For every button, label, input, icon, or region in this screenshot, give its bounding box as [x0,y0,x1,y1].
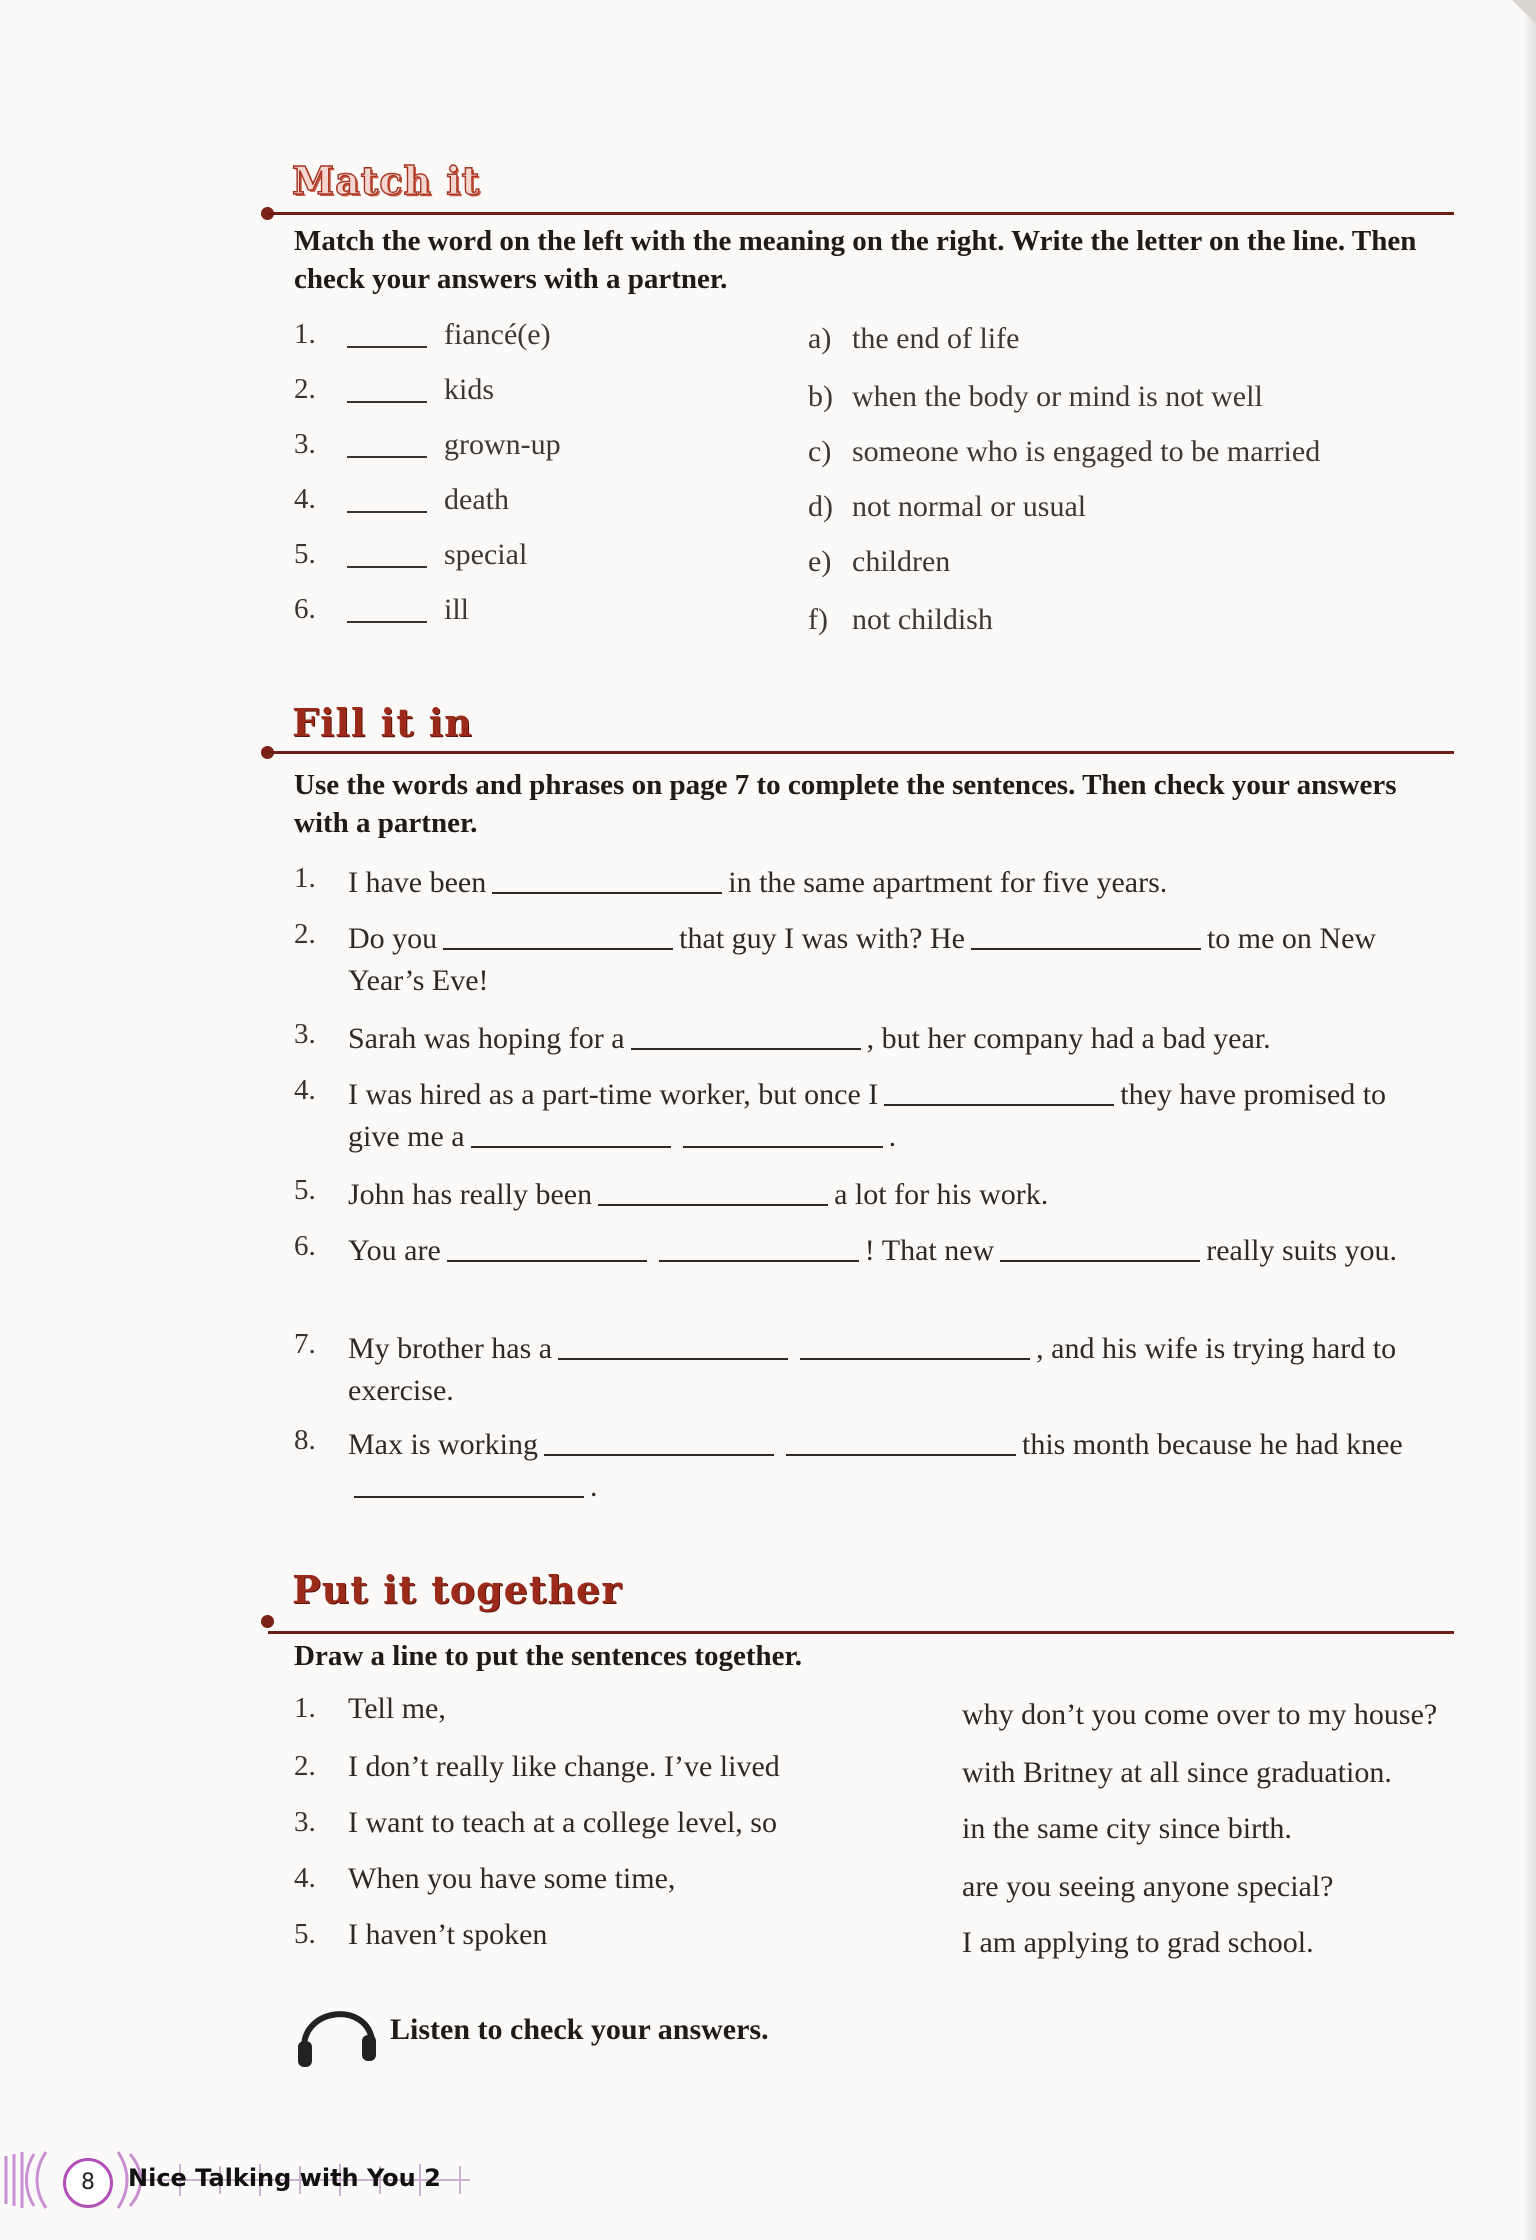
section-title-fill: Fill it in [292,700,473,745]
sentence-part: John has really been [348,1178,593,1211]
item-number: 1. [294,1692,316,1724]
sentence-start[interactable]: When you have some time, [348,1862,676,1895]
sentence-part: ! That new [864,1234,995,1267]
match-word: special [444,538,528,571]
meaning-letter: c) [808,435,832,468]
instructions-fill: Use the words and phrases on page 7 to complete the sentences. Then check your answers with a partner. [294,769,1397,839]
sentence-part: My brother has a [348,1332,553,1365]
section-rule [268,1631,1454,1634]
sentence-start[interactable]: I don’t really like change. I’ve lived [348,1750,780,1783]
answer-blank[interactable] [598,1204,828,1206]
meaning-letter: d) [808,490,833,523]
sentence-part: Sarah was hoping for a [348,1022,625,1055]
item-number: 3. [294,1018,316,1050]
item-number: 1. [294,318,316,350]
answer-blank[interactable] [447,1260,647,1262]
meaning-text: children [852,545,951,578]
answer-blank[interactable] [884,1104,1114,1106]
match-word: grown-up [444,428,561,461]
sentence-start[interactable]: Tell me, [348,1692,446,1725]
answer-blank[interactable] [631,1048,861,1050]
book-title: Nice Talking with You 2 [128,2164,441,2192]
answer-blank[interactable] [558,1358,788,1360]
page-number: 8 [63,2158,113,2208]
sentence-part: I have been [348,866,487,899]
sentence-part: . [590,1470,598,1503]
page-corner [1512,0,1536,24]
sentence-part: a lot for his work. [834,1178,1049,1211]
instructions-match: Match the word on the left with the meaning on the right. Write the letter on the line. Then check your answers with a partner. [294,225,1417,295]
item-number: 2. [294,1750,316,1782]
item-number: 4. [294,1074,316,1106]
item-number: 3. [294,1806,316,1838]
sentence [348,1018,1444,1060]
item-number: 2. [294,918,316,950]
sentence-part: . [888,1120,897,1153]
meaning-text: the end of life [852,322,1020,355]
meaning-letter: b) [808,380,833,413]
answer-blank[interactable] [544,1454,774,1456]
sentence [348,1074,1444,1158]
answer-blank[interactable] [1000,1260,1200,1262]
answer-blank[interactable] [347,346,427,348]
answer-blank[interactable] [347,401,427,403]
item-number: 3. [294,428,316,460]
answer-blank[interactable] [800,1358,1030,1360]
section-rule [268,212,1454,215]
match-word: fiancé(e) [444,318,551,351]
answer-blank[interactable] [443,948,673,950]
sentence-part: really suits you. [1206,1234,1398,1267]
sentence-part: they have promised to give me a [348,1078,1387,1153]
answer-blank[interactable] [347,456,427,458]
meaning-text: not childish [852,603,993,636]
item-number: 6. [294,1230,316,1262]
sentence [348,1328,1444,1412]
sentence-end[interactable]: I am applying to grad school. [962,1926,1314,1959]
page-footer [0,2140,600,2220]
item-number: 5. [294,1918,316,1950]
sentence [348,918,1444,1002]
meaning-text: not normal or usual [852,490,1087,523]
item-number: 4. [294,483,316,515]
sentence [348,1424,1444,1508]
sentence-end[interactable]: with Britney at all since graduation. [962,1756,1392,1789]
rule-dot [261,1615,274,1628]
sentence-part: , and his wife is trying hard to exercise. [348,1332,1397,1407]
headphones-icon [294,1995,384,2075]
match-word: kids [444,373,495,406]
sentence [348,1174,1444,1216]
item-number: 2. [294,373,316,405]
answer-blank[interactable] [347,566,427,568]
answer-blank[interactable] [971,948,1201,950]
sentence-end[interactable]: in the same city since birth. [962,1812,1292,1845]
sentence-part: that guy I was with? He [679,922,965,955]
match-word: death [444,483,509,516]
meaning-text: when the body or mind is not well [852,380,1263,413]
sentence-part: Do you [348,922,438,955]
item-number: 8. [294,1424,316,1456]
answer-blank[interactable] [659,1260,859,1262]
sentence-part: I was hired as a part-time worker, but once I [348,1078,879,1111]
section-rule [268,751,1454,754]
answer-blank[interactable] [492,892,722,894]
instructions-together: Draw a line to put the sentences together. [294,1640,802,1672]
answer-blank[interactable] [683,1146,883,1148]
sentence-part: , but her company had a bad year. [866,1022,1271,1055]
sentence [348,862,1444,904]
listen-note [294,1995,894,2075]
meaning-letter: f) [808,603,828,636]
sentence-part: Max is working [348,1428,538,1461]
answer-blank[interactable] [347,511,427,513]
sentence-part: You are [348,1234,441,1267]
meaning-letter: a) [808,322,832,355]
match-word: ill [444,593,470,626]
sentence-part: this month because he had knee [1022,1428,1403,1461]
item-number: 7. [294,1328,316,1360]
section-title-together: Put it together [292,1567,623,1612]
meaning-letter: e) [808,545,832,578]
answer-blank[interactable] [786,1454,1016,1456]
answer-blank[interactable] [347,621,427,623]
listen-text: Listen to check your answers. [390,2013,769,2046]
sentence [348,1230,1444,1272]
item-number: 4. [294,1862,316,1894]
item-number: 5. [294,538,316,570]
item-number: 1. [294,862,316,894]
page-edge-shadow [1522,0,1536,2240]
sentence-start[interactable]: I want to teach at a college level, so [348,1806,777,1839]
answer-blank[interactable] [471,1146,671,1148]
sentence-end[interactable]: why don’t you come over to my house? [962,1698,1438,1731]
section-title-match: Match it [292,158,481,203]
sentence-part: in the same apartment for five years. [728,866,1168,899]
answer-blank[interactable] [354,1496,584,1498]
item-number: 5. [294,1174,316,1206]
item-number: 6. [294,593,316,625]
sentence-end[interactable]: are you seeing anyone special? [962,1870,1334,1903]
sentence-start[interactable]: I haven’t spoken [348,1918,548,1951]
meaning-text: someone who is engaged to be married [852,435,1321,468]
sentence-part: to me on New Year’s Eve! [348,922,1377,997]
